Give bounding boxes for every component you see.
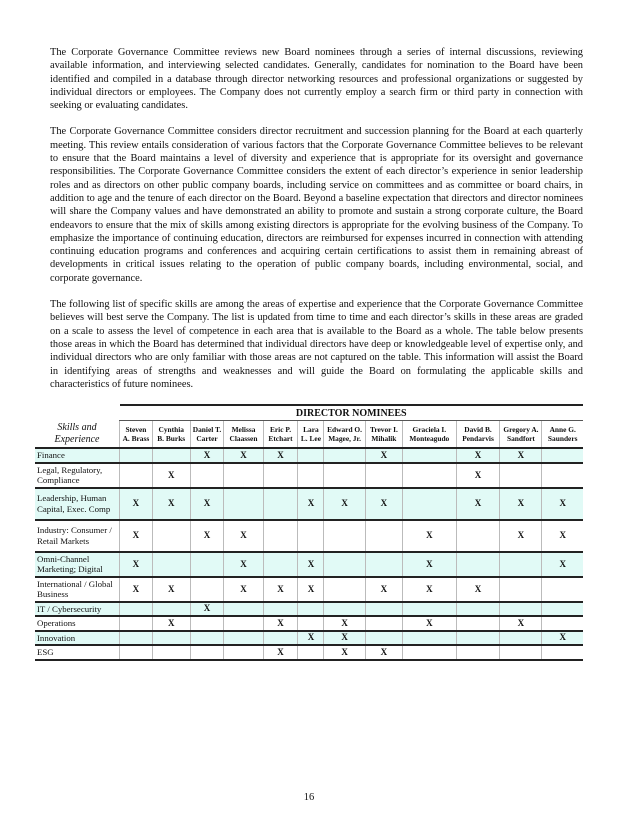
table-row — [35, 463, 583, 488]
skill-mark: X — [456, 488, 500, 520]
skill-mark: X — [500, 448, 542, 463]
empty-cell — [224, 616, 263, 631]
empty-cell — [263, 552, 298, 577]
skill-mark: X — [324, 488, 365, 520]
empty-cell — [500, 602, 542, 617]
paragraph-skills-list: The following list of specific skills are among the areas of expertise and experience that the Corporate Governance Committee believes will best serve the Company. The list is updated from time to time and each director’s skills in these areas are graded on a scale to assess the level of competence in each area that is available to the Board as a whole. The table below presents those areas in which the Board has determined that individual directors have deep or knowledgeable level of expertise only, and individual directors who are only familiar with those areas are not captured on the table. This information will assist the Board in identifying areas of strengths and weaknesses and will guide the Board on formulating the applicable skills and characteristics of future nominees. — [50, 299, 583, 390]
skill-mark: X — [542, 552, 583, 577]
skill-mark: X — [152, 616, 190, 631]
empty-cell — [224, 631, 263, 646]
skill-mark: X — [298, 631, 324, 646]
empty-cell — [456, 616, 500, 631]
skills-experience-header: Skills and Experience — [35, 421, 120, 449]
skill-label: Omni-Channel Marketing; Digital — [35, 552, 120, 577]
empty-cell — [500, 577, 542, 602]
skill-mark: X — [298, 488, 324, 520]
empty-cell — [224, 463, 263, 488]
empty-cell — [542, 645, 583, 660]
empty-cell — [263, 631, 298, 646]
skill-mark: X — [324, 631, 365, 646]
empty-cell — [190, 616, 224, 631]
skill-mark: X — [403, 520, 457, 552]
empty-cell — [500, 645, 542, 660]
skill-label: Industry: Consumer / Retail Markets — [35, 520, 120, 552]
skill-label: Operations — [35, 616, 120, 631]
table-row — [35, 488, 583, 520]
skill-mark: X — [298, 577, 324, 602]
director-skills-table — [35, 404, 583, 661]
empty-cell — [403, 448, 457, 463]
skill-mark: X — [500, 520, 542, 552]
skill-mark: X — [190, 520, 224, 552]
skill-mark: X — [190, 602, 224, 617]
empty-cell — [263, 463, 298, 488]
skill-mark: X — [542, 488, 583, 520]
skill-mark: X — [263, 616, 298, 631]
empty-cell — [456, 645, 500, 660]
empty-cell — [365, 552, 402, 577]
empty-cell — [542, 616, 583, 631]
empty-cell — [190, 645, 224, 660]
skill-mark: X — [224, 448, 263, 463]
empty-cell — [120, 463, 153, 488]
table-row — [35, 577, 583, 602]
empty-cell — [298, 520, 324, 552]
empty-cell — [120, 448, 153, 463]
empty-cell — [456, 631, 500, 646]
director-column-header: Graciela I. Monteagudo — [403, 421, 457, 449]
skill-mark: X — [542, 631, 583, 646]
director-column-header: Lara L. Lee — [298, 421, 324, 449]
empty-cell — [456, 520, 500, 552]
director-column-header: Anne G. Saunders — [542, 421, 583, 449]
skill-mark: X — [403, 552, 457, 577]
empty-cell — [120, 602, 153, 617]
empty-cell — [190, 552, 224, 577]
empty-cell — [152, 645, 190, 660]
empty-cell — [298, 602, 324, 617]
skill-label: Innovation — [35, 631, 120, 646]
table-row — [35, 645, 583, 660]
skill-mark: X — [263, 448, 298, 463]
blank-corner-cell — [35, 405, 120, 421]
skill-mark: X — [542, 520, 583, 552]
director-column-header: David B. Pendarvis — [456, 421, 500, 449]
empty-cell — [403, 631, 457, 646]
director-column-header: Eric P. Etchart — [263, 421, 298, 449]
empty-cell — [456, 602, 500, 617]
table-row — [35, 552, 583, 577]
empty-cell — [403, 488, 457, 520]
empty-cell — [365, 602, 402, 617]
empty-cell — [542, 577, 583, 602]
skill-mark: X — [224, 552, 263, 577]
skill-mark: X — [152, 577, 190, 602]
empty-cell — [500, 552, 542, 577]
skill-mark: X — [403, 616, 457, 631]
empty-cell — [365, 616, 402, 631]
skill-mark: X — [120, 488, 153, 520]
skill-label: Legal, Regulatory, Compliance — [35, 463, 120, 488]
empty-cell — [224, 488, 263, 520]
empty-cell — [152, 520, 190, 552]
table-row — [35, 448, 583, 463]
skill-mark: X — [152, 488, 190, 520]
empty-cell — [324, 448, 365, 463]
skill-mark: X — [263, 577, 298, 602]
skill-mark: X — [456, 577, 500, 602]
director-column-header: Gregory A. Sandfort — [500, 421, 542, 449]
table-row — [35, 616, 583, 631]
empty-cell — [263, 488, 298, 520]
director-column-header: Steven A. Brass — [120, 421, 153, 449]
empty-cell — [224, 645, 263, 660]
empty-cell — [152, 552, 190, 577]
empty-cell — [324, 552, 365, 577]
director-column-header: Melissa Claassen — [224, 421, 263, 449]
empty-cell — [298, 448, 324, 463]
empty-cell — [500, 631, 542, 646]
empty-cell — [298, 645, 324, 660]
empty-cell — [542, 602, 583, 617]
empty-cell — [120, 631, 153, 646]
skill-label: ESG — [35, 645, 120, 660]
empty-cell — [542, 448, 583, 463]
director-column-header: Trevor I. Mihalik — [365, 421, 402, 449]
skill-mark: X — [365, 645, 402, 660]
skill-mark: X — [190, 488, 224, 520]
director-column-header: Edward O. Magee, Jr. — [324, 421, 365, 449]
skill-mark: X — [298, 552, 324, 577]
director-nominees-header: DIRECTOR NOMINEES — [120, 405, 584, 421]
skill-mark: X — [120, 520, 153, 552]
skill-mark: X — [500, 488, 542, 520]
skill-mark: X — [500, 616, 542, 631]
empty-cell — [365, 463, 402, 488]
skill-mark: X — [120, 577, 153, 602]
skill-mark: X — [324, 645, 365, 660]
paragraph-succession-planning: The Corporate Governance Committee considers director recruitment and succession planning for the Board at each quarterly meeting. This review entails consideration of various factors that the Corporate Governance Committee believes to be relevant to ensure that the Board maintains a level of diversity and experience that is appropriate for its oversight and governance responsibilities. The Corporate Governance Committee considers the extent of each director’s experience in senior leadership roles and as directors on other public company boards, including service on committees and as committee or board chairs, in addition to age and the tenure of each director on the Board. Beyond a baseline expectation that directors and director nominees will share the Company values and have demonstrated an ability to promote and sustain a strong corporate culture, the Board endeavors to ensure that the mix of skills among existing directors is appropriate for the evolving business of the Company. To emphasize the importance of continuing education, directors are reimbursed for expenses incurred in connection with attending continuing education programs and conferences and acquiring certain certifications to assist them in remaining abreast of developments in critical issues relating to the operation of public company boards, including environmental, social, and corporate governance. — [50, 126, 583, 284]
skill-mark: X — [224, 577, 263, 602]
empty-cell — [224, 602, 263, 617]
empty-cell — [365, 631, 402, 646]
empty-cell — [365, 520, 402, 552]
table-row — [35, 520, 583, 552]
skill-mark: X — [120, 552, 153, 577]
empty-cell — [298, 463, 324, 488]
skill-label: IT / Cybersecurity — [35, 602, 120, 617]
empty-cell — [190, 463, 224, 488]
empty-cell — [324, 602, 365, 617]
skill-label: International / Global Business — [35, 577, 120, 602]
empty-cell — [403, 463, 457, 488]
skill-mark: X — [324, 616, 365, 631]
empty-cell — [324, 520, 365, 552]
skill-mark: X — [456, 463, 500, 488]
empty-cell — [456, 552, 500, 577]
empty-cell — [324, 463, 365, 488]
empty-cell — [403, 645, 457, 660]
page-number: 16 — [303, 791, 315, 803]
skill-mark: X — [403, 577, 457, 602]
empty-cell — [152, 631, 190, 646]
skills-table-body — [35, 448, 583, 660]
empty-cell — [542, 463, 583, 488]
skill-mark: X — [365, 448, 402, 463]
empty-cell — [190, 577, 224, 602]
empty-cell — [263, 602, 298, 617]
skill-mark: X — [365, 488, 402, 520]
empty-cell — [190, 631, 224, 646]
empty-cell — [324, 577, 365, 602]
skill-label: Leadership, Human Capital, Exec. Comp — [35, 488, 120, 520]
empty-cell — [263, 520, 298, 552]
skill-mark: X — [456, 448, 500, 463]
empty-cell — [152, 448, 190, 463]
skill-mark: X — [224, 520, 263, 552]
skill-label: Finance — [35, 448, 120, 463]
skill-mark: X — [190, 448, 224, 463]
skill-mark: X — [263, 645, 298, 660]
director-column-header: Daniel T. Carter — [190, 421, 224, 449]
empty-cell — [298, 616, 324, 631]
skill-mark: X — [152, 463, 190, 488]
director-column-header: Cynthia B. Burks — [152, 421, 190, 449]
empty-cell — [152, 602, 190, 617]
empty-cell — [500, 463, 542, 488]
empty-cell — [403, 602, 457, 617]
empty-cell — [120, 616, 153, 631]
table-row — [35, 631, 583, 646]
empty-cell — [120, 645, 153, 660]
table-row — [35, 602, 583, 617]
paragraph-nominee-review: The Corporate Governance Committee reviews new Board nominees through a series of internal discussions, reviewing available information, and interviewing selected candidates. Generally, candidates for nomination to the Board have been identified and compiled in a database through director networking resources and professional organizations or suggested by individual directors or employees. The Company does not currently employ a search firm or third party in connection with seeking or evaluating candidates. — [50, 47, 583, 112]
skill-mark: X — [365, 577, 402, 602]
